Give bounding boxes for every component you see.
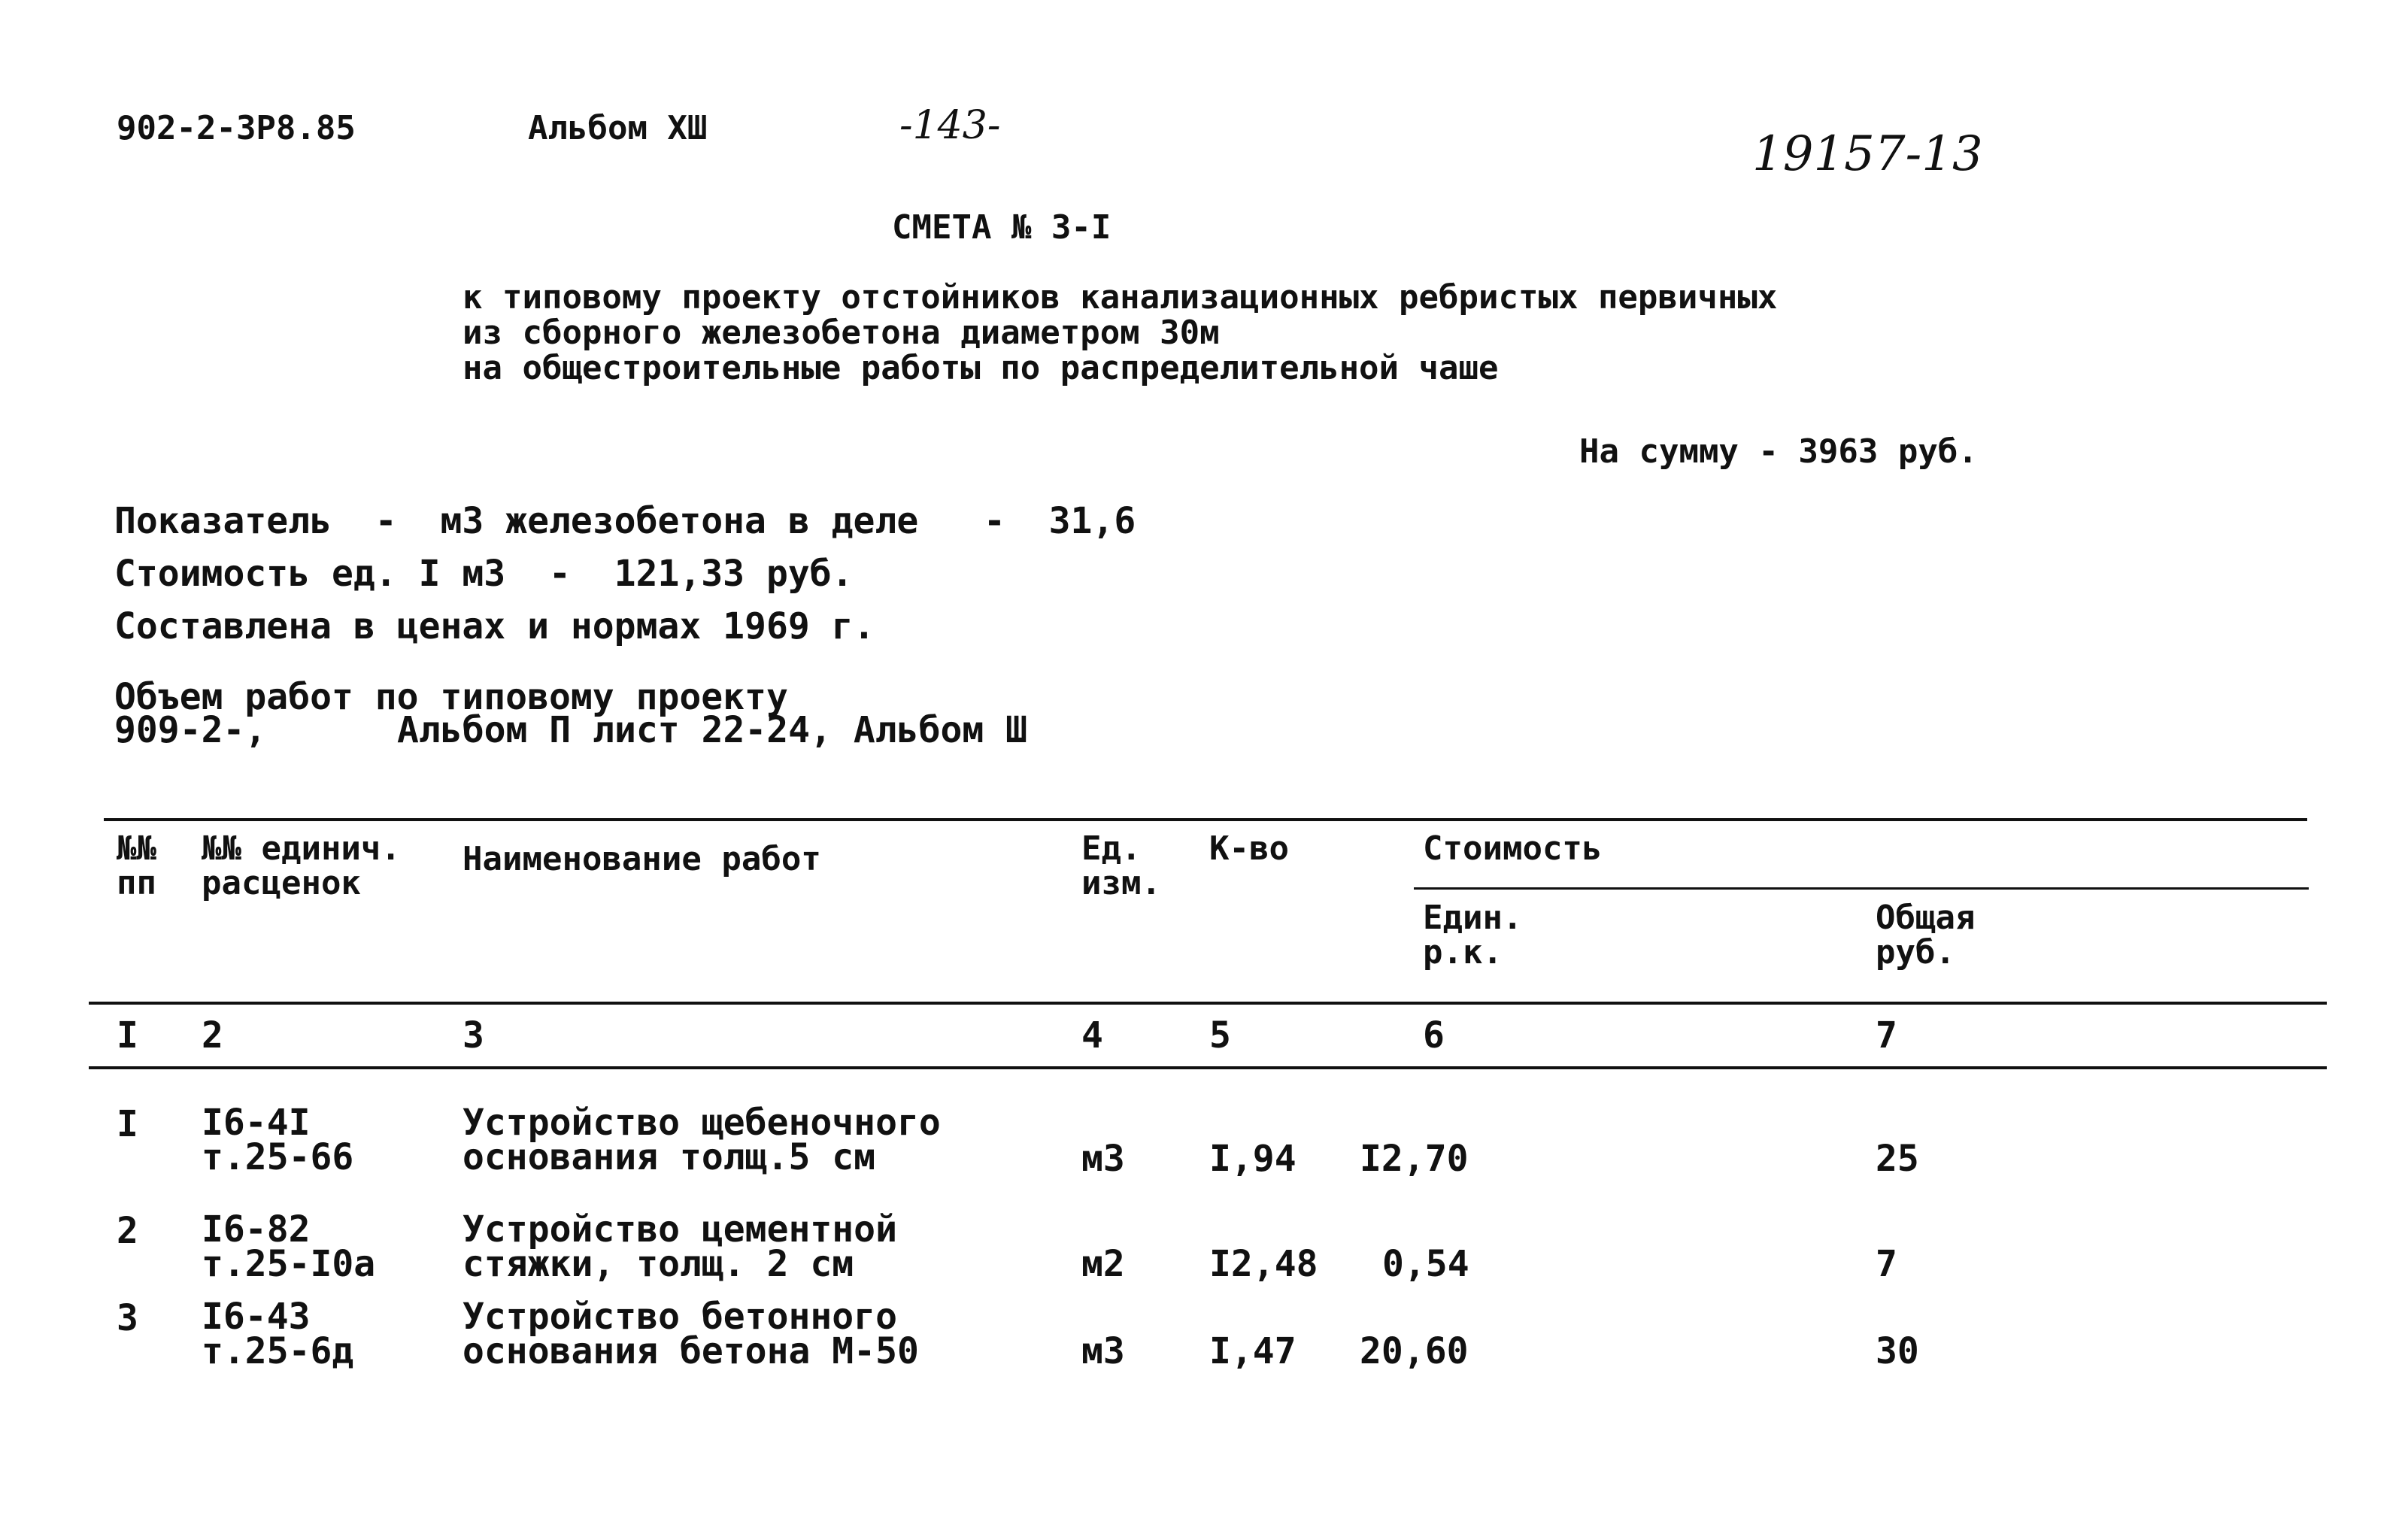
column-number: I: [117, 1014, 138, 1057]
header-text: изм.: [1081, 864, 1161, 902]
header-text: Един.: [1423, 899, 1523, 937]
column-number: 2: [202, 1014, 223, 1057]
unit: м3: [1081, 1138, 1125, 1180]
total-cost: 7: [1876, 1243, 1897, 1285]
rate-code-line: I6-43: [202, 1296, 311, 1338]
header-col-quantity: К-во: [1209, 829, 1289, 868]
estimate-subtitle: [462, 280, 1777, 386]
rate-code-line: т.25-I0а: [202, 1243, 376, 1285]
total-cost: 25: [1876, 1138, 1919, 1180]
header-col-total: [1876, 901, 1975, 970]
subtitle-line: на общестроительные работы по распределительной чаше: [462, 349, 1499, 387]
quantity: I,47: [1209, 1330, 1296, 1372]
handwritten-number: 19157-13: [1752, 126, 1983, 182]
page-number: -143-: [899, 103, 1001, 148]
subtitle-line: к типовому проекту отстойников канализационных ребристых первичных: [462, 278, 1778, 317]
work-name-line: Устройство бетонного: [462, 1296, 897, 1338]
column-numbers-rule: [89, 1066, 2327, 1069]
total-sum: На сумму - 3963 руб.: [1579, 432, 1978, 471]
column-number: 6: [1423, 1014, 1445, 1057]
header-text: руб.: [1876, 933, 1955, 972]
header-col-number: [117, 829, 156, 902]
header-text: пп: [117, 864, 156, 902]
work-name-line: основания бетона М-50: [462, 1330, 919, 1372]
header-col-unit-price: [1423, 901, 1522, 970]
work-name: [462, 1102, 941, 1178]
row-number: 2: [117, 1210, 138, 1252]
header-text: Общая: [1876, 899, 1976, 937]
header-cost-group: Стоимость: [1423, 829, 1603, 868]
rate-code: [202, 1102, 354, 1178]
header-text: Ед.: [1081, 829, 1142, 868]
unit: м3: [1081, 1330, 1125, 1372]
work-name-line: основания толщ.5 см: [462, 1136, 876, 1178]
cost-group-rule: [1414, 887, 2309, 890]
quantity: I,94: [1209, 1138, 1296, 1180]
header-col-rate-code: [202, 829, 401, 902]
work-name: [462, 1296, 919, 1372]
unit-price: I2,70: [1360, 1138, 1469, 1180]
work-name-line: Устройство щебеночного: [462, 1102, 941, 1144]
column-number: 4: [1081, 1014, 1103, 1057]
rate-code-line: I6-82: [202, 1208, 311, 1251]
unit-price: 0,54: [1382, 1243, 1469, 1285]
estimate-heading: СМЕТА № 3-I: [892, 208, 1112, 247]
header-bottom-rule: [89, 1002, 2327, 1005]
header-text: р.к.: [1423, 933, 1503, 972]
work-name-line: стяжки, толщ. 2 см: [462, 1243, 854, 1285]
price-basis-line: Составлена в ценах и нормах 1969 г.: [114, 605, 875, 647]
document-code: 902-2-3Р8.85: [117, 109, 356, 147]
column-number: 7: [1876, 1014, 1897, 1057]
album-label: Альбом ХШ: [528, 109, 708, 147]
table-top-rule: [104, 818, 2307, 821]
rate-code-line: I6-4I: [202, 1102, 311, 1144]
rate-code-line: т.25-66: [202, 1136, 354, 1178]
rate-code: [202, 1208, 376, 1285]
volume-project-code: 909-2-,: [114, 709, 267, 751]
total-cost: 30: [1876, 1330, 1919, 1372]
work-name: [462, 1208, 897, 1285]
column-number: 5: [1209, 1014, 1231, 1057]
indicator-line: Показатель - м3 железобетона в деле - 31,6: [114, 500, 1136, 542]
row-number: 3: [117, 1297, 138, 1339]
header-text: расценок: [202, 864, 361, 902]
header-col-work-name: Наименование работ: [462, 840, 821, 878]
work-name-line: Устройство цементной: [462, 1208, 897, 1251]
column-number: 3: [462, 1014, 484, 1057]
rate-code: [202, 1296, 354, 1372]
unit-price: 20,60: [1360, 1330, 1469, 1372]
volume-album-reference: Альбом П лист 22-24, Альбом Ш: [397, 709, 1028, 751]
header-col-unit: [1081, 829, 1161, 902]
unit: м2: [1081, 1243, 1125, 1285]
volume-line: Объем работ по типовому проекту: [114, 676, 788, 718]
header-text: №№: [117, 829, 156, 868]
header-text: №№ единич.: [202, 829, 401, 868]
quantity: I2,48: [1209, 1243, 1318, 1285]
rate-code-line: т.25-6д: [202, 1330, 354, 1372]
subtitle-line: из сборного железобетона диаметром 30м: [462, 314, 1220, 352]
row-number: I: [117, 1103, 138, 1145]
unit-cost-line: Стоимость ед. I м3 - 121,33 руб.: [114, 553, 854, 595]
